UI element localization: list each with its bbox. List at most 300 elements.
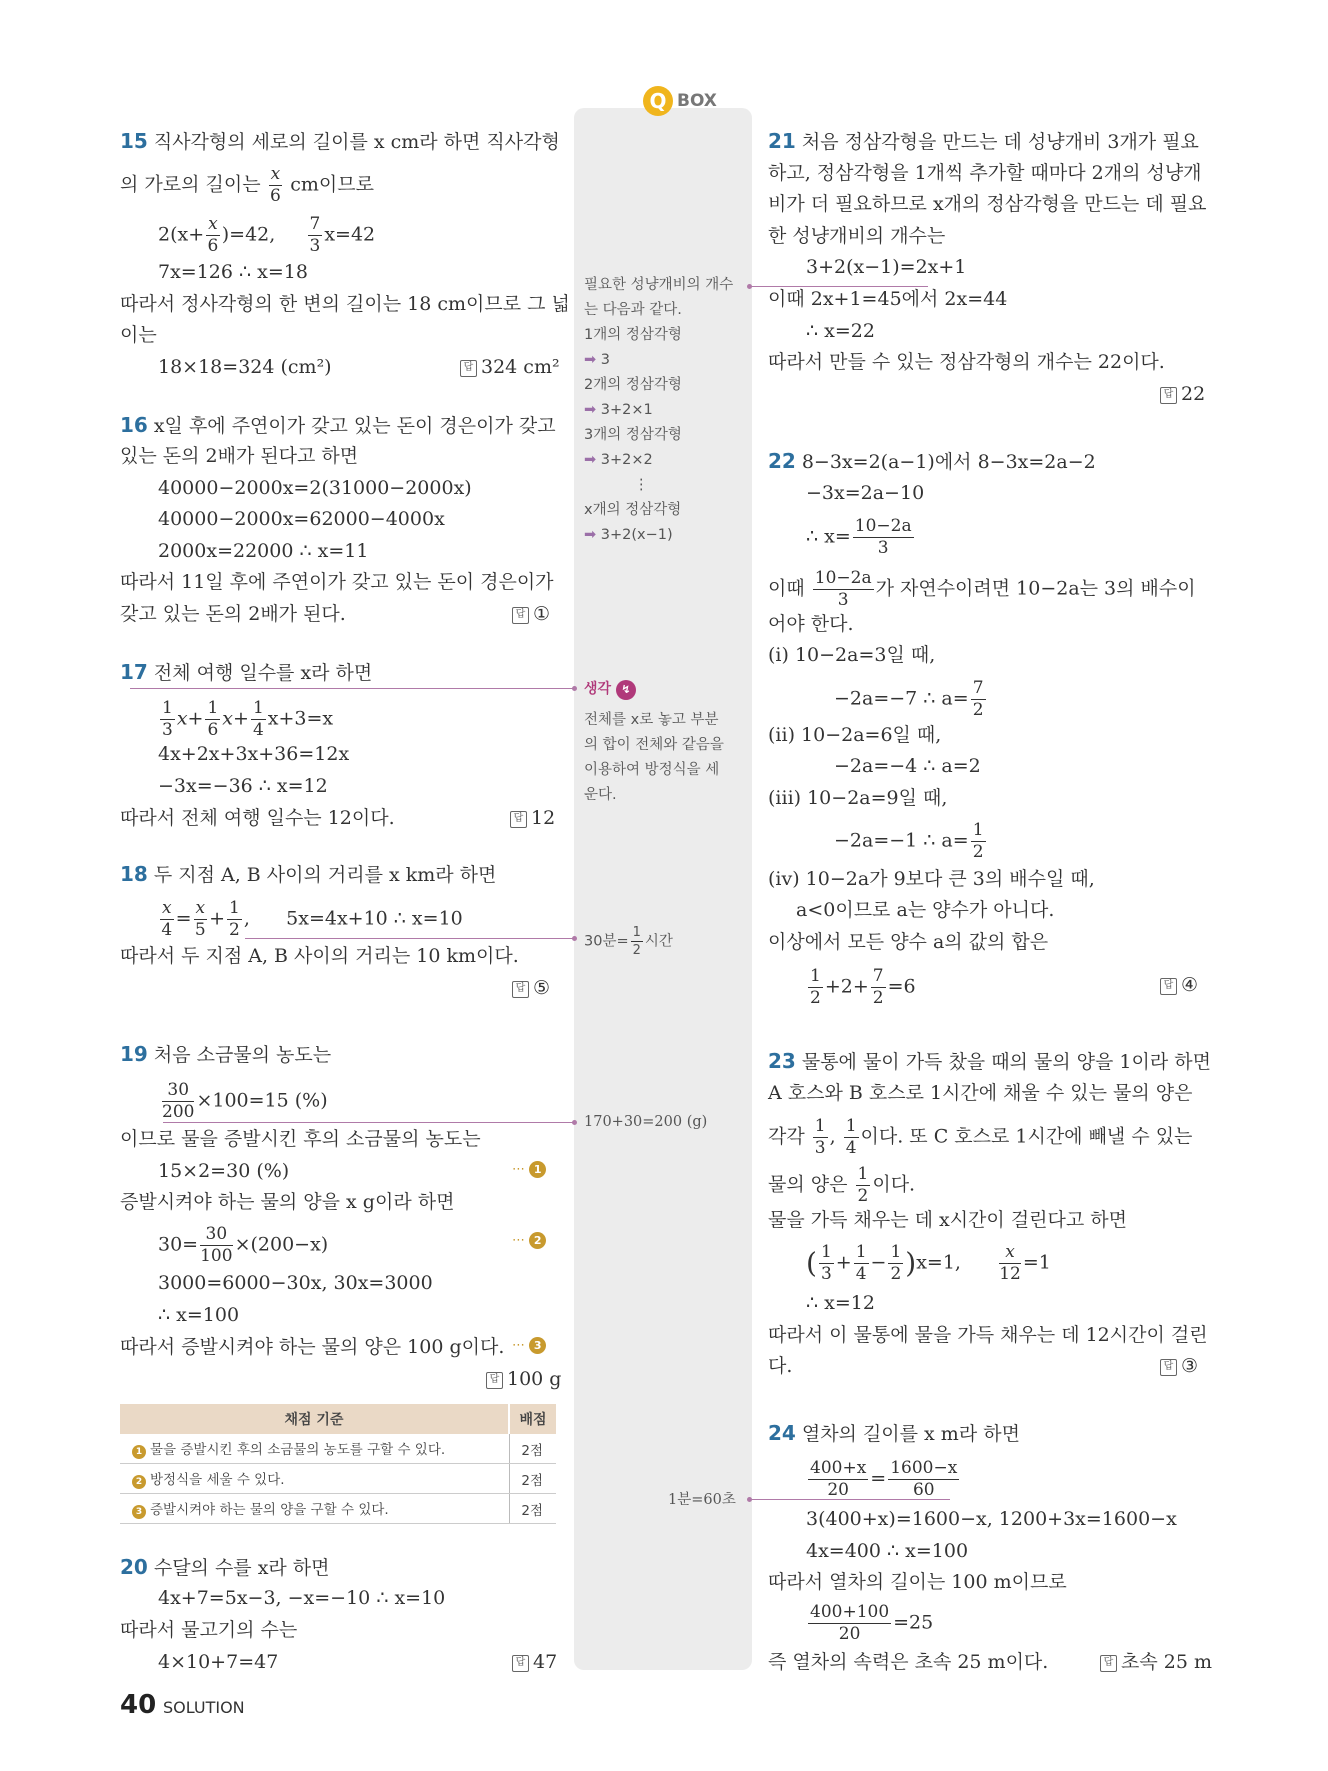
p21-line5: 따라서 만들 수 있는 정삼각형의 개수는 22이다. [768, 351, 1165, 373]
numerator: 1 [207, 698, 219, 718]
p19-answer [486, 1366, 561, 1392]
p19-eq4: 3000=6000−30x, 30x=3000 [158, 1272, 433, 1294]
lightbulb-icon: ↯ [616, 680, 636, 700]
p18-line2: 따라서 두 지점 A, B 사이의 거리는 10 km이다. [120, 945, 519, 967]
step-icon: 2 [132, 1475, 146, 1489]
numerator: 1 [252, 698, 264, 718]
text: 3+2×1 [600, 402, 653, 418]
p22-line3: 어야 한다. [768, 613, 854, 635]
fraction [631, 926, 643, 957]
numerator: 400+100 [810, 1602, 890, 1622]
note-text: 2개의 정삼각형 [584, 377, 682, 393]
denominator: 4 [855, 1264, 867, 1284]
denominator: 2 [229, 920, 240, 940]
fraction [808, 1604, 891, 1643]
text: −2a=−1 ∴ a= [834, 829, 969, 852]
p23-line2: A 호스와 B 호스로 1시간에 채울 수 있는 물의 양은 [768, 1082, 1193, 1104]
step-marker-1 [512, 1161, 546, 1178]
answer-icon: 답 [486, 1372, 503, 1389]
p21-eq2: 이때 2x+1=45에서 2x=44 [768, 288, 1008, 310]
text: cm이므로 [290, 173, 374, 196]
dots: ⋯ [512, 1233, 525, 1248]
p22-sum [806, 968, 916, 1007]
p17-eq1: $\frac{1}{3}$ x+ $\frac{1}{6}$ x+ $\frac{1}{4}$ x+3=x [162, 698, 334, 740]
denominator: 3 [162, 720, 173, 740]
text: 두 지점 A, B 사이의 거리를 x km라 하면 [153, 864, 497, 886]
denominator: 2 [810, 988, 821, 1008]
denominator: 2 [632, 943, 641, 958]
p21-answer [1160, 381, 1205, 407]
step-icon: 1 [132, 1445, 146, 1459]
numerator: 1 [845, 1116, 857, 1136]
text: 3+2×2 [600, 452, 653, 468]
text: 이다. [872, 1173, 916, 1196]
p23-answer [1160, 1353, 1198, 1379]
fraction [808, 968, 823, 1007]
denominator: 5 [194, 920, 206, 940]
p15-answer [460, 354, 560, 380]
denominator: 2 [890, 1264, 902, 1284]
numerator: 30 [200, 1226, 232, 1246]
p18-answer [512, 975, 550, 1001]
answer-icon: 답 [512, 1655, 529, 1672]
text: 8−3x=2(a−1)에서 8−3x=2a−2 [801, 451, 1096, 473]
table-row [120, 1464, 556, 1494]
text: −2a=−7 ∴ a= [834, 687, 969, 710]
text: 3 [600, 352, 610, 368]
text: 수달의 수를 x라 하면 [153, 1557, 330, 1579]
arrow-right-icon: ➡ [584, 352, 597, 368]
p18-line1 [120, 861, 496, 888]
step-marker-2 [512, 1232, 546, 1249]
note-18 [584, 926, 673, 957]
text: 시간 [644, 933, 673, 950]
text: 직사각형의 세로의 길이를 x cm라 하면 직사각형 [153, 131, 560, 153]
denominator: 3 [877, 538, 889, 558]
answer-value: ③ [1181, 1355, 1199, 1377]
fraction [888, 1244, 903, 1283]
note-21 [584, 273, 733, 548]
p15-line1 [120, 128, 560, 155]
box-label: BOX [677, 91, 717, 111]
p24-line2: 따라서 열차의 길이는 100 m이므로 [768, 1571, 1067, 1593]
step-icon: 3 [132, 1505, 146, 1519]
p22-case4: (iv) 10−2a가 9보다 큰 3의 배수일 때, [768, 868, 1095, 890]
fraction [854, 1244, 869, 1283]
p24-answer [1100, 1649, 1212, 1675]
p24-eq0: $\frac{400+x}{20}$ = $\frac{1600-x}{60}$ [810, 1458, 958, 1500]
denominator: 4 [252, 720, 264, 740]
numerator: 1 [890, 1242, 902, 1262]
numerator: 1 [162, 698, 173, 718]
p22-eq2 [806, 518, 916, 557]
p17-line1 [120, 659, 372, 686]
p16-eq2: 40000−2000x=62000−4000x [158, 508, 445, 530]
numerator: x [999, 1244, 1021, 1264]
p22-case3: (iii) 10−2a=9일 때, [768, 787, 948, 809]
p22-answer [1160, 972, 1198, 998]
fraction [308, 216, 323, 255]
fraction [194, 900, 208, 939]
p19-line1 [120, 1041, 331, 1068]
p22-line2 [768, 570, 1196, 609]
p24-eq2: 4x=400 ∴ x=100 [806, 1540, 969, 1562]
p16-line4: 갖고 있는 돈의 2배가 된다. [120, 603, 346, 625]
vertical-dots: ⋮ [634, 477, 649, 493]
fraction [871, 968, 886, 1007]
fraction [160, 900, 174, 939]
p16-line3: 따라서 11일 후에 주연이가 갖고 있는 돈이 경은이가 [120, 571, 554, 593]
text: 방정식을 세울 수 있다. [150, 1472, 285, 1488]
answer-icon: 답 [1160, 978, 1177, 995]
note-text: 이용하여 방정식을 세 [584, 762, 720, 778]
p24-eq1: 3(400+x)=1600−x, 1200+3x=1600−x [806, 1508, 1177, 1530]
fraction [971, 680, 986, 719]
numerator: 1 [632, 925, 641, 940]
problem-number: 18 [120, 862, 148, 886]
grading-criteria [120, 1464, 509, 1494]
numerator: x [270, 164, 281, 184]
denominator: 3 [837, 590, 849, 610]
connector-dot [572, 1120, 577, 1125]
numerator: 1 [972, 820, 984, 840]
p21-line2: 하고, 정삼각형을 1개씩 추가할 때마다 2개의 성냥개 [768, 162, 1202, 184]
p19-eq2: 15×2=30 (%) [158, 1160, 290, 1182]
connector-dot [572, 686, 577, 691]
p23-eq1: ( $\frac{1}{3}$ + $\frac{1}{4}$ − $\frac{1}{2}$ )x=1, $\frac{x}{12}$ =1 [806, 1242, 1051, 1284]
p17-eq2: 4x+2x+3x+36=12x [158, 743, 350, 765]
text: 증발시켜야 하는 물의 양을 구할 수 있다. [150, 1502, 389, 1518]
text: )=42, [221, 223, 276, 246]
p19-line4: 따라서 증발시켜야 하는 물의 양은 100 g이다. [120, 1336, 505, 1358]
numerator: 10−2a [854, 516, 912, 536]
p18-eq1: $\frac{x}{4}$ = $\frac{x}{5}$ + $\frac{1}{2}$ , 5x=4x+10 ∴ x=10 [161, 898, 463, 940]
p20-eq1: 4x+7=5x−3, −x=−10 ∴ x=10 [158, 1587, 446, 1609]
fraction [853, 518, 914, 557]
fraction [999, 1244, 1021, 1283]
p23-line1 [768, 1048, 1211, 1075]
step-number: 3 [529, 1337, 546, 1354]
p23-line6: 따라서 이 물통에 물을 가득 채우는 데 12시간이 걸린 [768, 1324, 1208, 1346]
p22-case4-eq: a<0이므로 a는 양수가 아니다. [796, 899, 1055, 921]
numerator: 1 [229, 898, 240, 918]
answer-value: ④ [1181, 974, 1199, 996]
arrow-right-icon: ➡ [584, 527, 597, 543]
note-17 [584, 708, 724, 808]
denominator: 2 [972, 700, 984, 720]
table-row [120, 1494, 556, 1524]
step-number: 1 [529, 1161, 546, 1178]
denominator: 2 [857, 1186, 869, 1206]
text: x=42 [324, 223, 376, 246]
p22-case2: (ii) 10−2a=6일 때, [768, 724, 942, 746]
step-number: 2 [529, 1232, 546, 1249]
answer-value: 324 cm² [481, 356, 560, 378]
numerator: 10−2a [814, 568, 872, 588]
answer-icon: 답 [512, 607, 529, 624]
text: 물의 양은 [768, 1173, 848, 1196]
text: 가 자연수이려면 10−2a는 3의 배수이 [875, 577, 1196, 600]
p24-line3: 즉 열차의 속력은 초속 25 m이다. [768, 1651, 1049, 1673]
answer-icon: 답 [460, 360, 477, 377]
answer-icon: 답 [1160, 387, 1177, 404]
note-text: x개의 정삼각형 [584, 502, 682, 518]
text: 열차의 길이를 x m라 하면 [801, 1423, 1020, 1445]
p20-line2: 따라서 물고기의 수는 [120, 1619, 298, 1641]
numerator: x [208, 214, 218, 234]
p16-eq3: 2000x=22000 ∴ x=11 [158, 540, 369, 562]
p21-line4: 한 성냥개비의 개수는 [768, 225, 946, 247]
problem-number: 23 [768, 1049, 796, 1073]
grading-criteria-header: 채점 기준 [120, 1404, 509, 1434]
fraction [251, 700, 266, 739]
p23-eq2: ∴ x=12 [806, 1292, 875, 1314]
text: x=1, [916, 1251, 961, 1274]
fraction [813, 570, 874, 609]
text: 3+2(x−1) [600, 527, 673, 543]
p24-line1 [768, 1420, 1020, 1447]
denominator: 20 [838, 1624, 861, 1644]
p22-case1-eq [834, 680, 988, 719]
fraction [206, 216, 220, 255]
grading-table [120, 1404, 556, 1524]
p20-line1 [120, 1554, 330, 1581]
footer-label: SOLUTION [163, 1698, 245, 1717]
text: x+3=x [267, 707, 334, 730]
answer-icon: 답 [1160, 1359, 1177, 1376]
fraction [808, 1460, 868, 1499]
denominator: 2 [972, 842, 984, 862]
arrow-right-icon: ➡ [584, 452, 597, 468]
text: 의 가로의 길이는 [120, 173, 261, 196]
problem-number: 24 [768, 1421, 796, 1445]
fraction [844, 1118, 859, 1157]
numerator: 400+x [810, 1458, 867, 1478]
fraction [269, 166, 283, 205]
text: 이다. 또 C 호스로 1시간에 빼낼 수 있는 [860, 1125, 1193, 1148]
think-label [584, 678, 636, 700]
p23-line3: 각각 $\frac{1}{3}$ , $\frac{1}{4}$ 이다. 또 C 호스로 1시간에 빼낼 수 있는 [768, 1116, 1193, 1158]
p16-answer [512, 601, 550, 627]
p15-eq2: 7x=126 ∴ x=18 [158, 261, 308, 283]
p15-eq3: 18×18=324 (cm²) [158, 356, 332, 378]
problem-number: 15 [120, 129, 148, 153]
step-marker-3 [512, 1337, 546, 1354]
note-text: 필요한 성냥개비의 개수 [584, 277, 734, 293]
p22-case2-eq: −2a=−4 ∴ a=2 [834, 755, 981, 777]
denominator: 100 [200, 1246, 233, 1266]
dots: ⋯ [512, 1338, 525, 1353]
note-text: 1개의 정삼각형 [584, 327, 682, 343]
p22-case3-eq [834, 822, 988, 861]
p22-case1: (i) 10−2a=3일 때, [768, 644, 936, 666]
text: =25 [893, 1611, 934, 1634]
numerator: 1 [820, 1242, 832, 1262]
problem-number: 17 [120, 660, 148, 684]
text: =1 [1022, 1251, 1051, 1274]
problem-number: 20 [120, 1555, 148, 1579]
note-text: 3개의 정삼각형 [584, 427, 682, 443]
fraction [971, 822, 986, 861]
text: ∴ x= [806, 525, 851, 548]
answer-icon: 답 [512, 981, 529, 998]
text: ×100=15 (%) [196, 1089, 328, 1112]
p16-eq1: 40000−2000x=2(31000−2000x) [158, 477, 472, 499]
answer-value: ① [533, 603, 551, 625]
fraction [227, 900, 242, 939]
text: 각각 [768, 1125, 805, 1148]
denominator: 60 [912, 1480, 935, 1500]
grading-criteria [120, 1434, 509, 1464]
answer-value: 22 [1181, 383, 1206, 405]
note-text: 의 합이 전체와 같음을 [584, 737, 724, 753]
fraction [205, 700, 220, 739]
denominator: 3 [820, 1264, 832, 1284]
numerator: 7 [872, 966, 884, 986]
text: 생각 [584, 681, 612, 697]
text: 이때 [768, 577, 805, 600]
page-number: 40 [120, 1690, 157, 1720]
arrow-right-icon: ➡ [584, 402, 597, 418]
table-row [120, 1434, 556, 1464]
note-text: 전체를 x로 놓고 부분 [584, 712, 719, 728]
connector-19 [163, 1122, 575, 1123]
note-text [584, 348, 733, 373]
connector-18 [245, 938, 575, 939]
p22-line1 [768, 448, 1096, 475]
denominator: 3 [309, 236, 321, 256]
p21-line3: 비가 더 필요하므로 x개의 정삼각형을 만드는 데 필요 [768, 193, 1207, 215]
note-19: 170+30=200 (g) [584, 1114, 708, 1130]
text: ×(200−x) [234, 1233, 329, 1256]
p23-line5: 물을 가득 채우는 데 x시간이 걸린다고 하면 [768, 1209, 1127, 1231]
p21-eq1: 3+2(x−1)=2x+1 [806, 256, 967, 278]
denominator: 4 [161, 920, 173, 940]
p15-line4: 이는 [120, 324, 157, 346]
numerator: 1600−x [890, 1458, 958, 1478]
fraction [162, 1082, 194, 1121]
fraction [160, 700, 175, 739]
denominator: 2 [872, 988, 884, 1008]
problem-number: 19 [120, 1042, 148, 1066]
note-text: 는 다음과 같다. [584, 302, 682, 318]
fraction [813, 1118, 828, 1157]
p19-eq5: ∴ x=100 [158, 1304, 240, 1326]
p17-answer [510, 805, 555, 831]
denominator: 6 [207, 720, 219, 740]
problem-number: 21 [768, 129, 796, 153]
denominator: 6 [269, 186, 281, 206]
p22-line4: 이상에서 모든 양수 a의 값의 합은 [768, 931, 1049, 953]
p19-eq1 [160, 1082, 328, 1121]
text: 처음 정삼각형을 만드는 데 성냥개비 3개가 필요 [801, 131, 1199, 153]
denominator: 12 [999, 1264, 1021, 1284]
p19-line3: 증발시켜야 하는 물의 양을 x g이라 하면 [120, 1191, 455, 1213]
p24-eq3 [806, 1604, 933, 1643]
denominator: 20 [827, 1480, 849, 1500]
dots: ⋯ [512, 1162, 525, 1177]
fraction [888, 1460, 959, 1499]
text: 물통에 물이 가득 찼을 때의 물의 양을 1이라 하면 [801, 1051, 1211, 1073]
connector-17 [130, 688, 575, 689]
text: =6 [887, 975, 916, 998]
p19-line2: 이므로 물을 증발시킨 후의 소금물의 농도는 [120, 1128, 481, 1150]
grading-criteria [120, 1494, 509, 1524]
text: 물을 증발시킨 후의 소금물의 농도를 구할 수 있다. [150, 1442, 446, 1458]
p16-line1 [120, 412, 556, 439]
grading-header-row [120, 1404, 556, 1434]
numerator: x [162, 898, 172, 918]
numerator: x [195, 898, 206, 918]
p21-line1 [768, 128, 1199, 155]
numerator: 1 [814, 1116, 826, 1136]
answer-icon: 답 [510, 811, 527, 828]
text: 처음 소금물의 농도는 [153, 1044, 332, 1066]
p15-line2 [120, 166, 374, 205]
text: 전체 여행 일수를 x라 하면 [153, 662, 373, 684]
p23-line7: 다. [768, 1355, 793, 1377]
text: x일 후에 주연이가 갖고 있는 돈이 경은이가 갖고 [153, 415, 556, 437]
numerator: 1 [855, 1242, 867, 1262]
p15-line3: 따라서 정사각형의 한 변의 길이는 18 cm이므로 그 넓 [120, 293, 570, 315]
answer-value: 100 g [507, 1368, 562, 1390]
p21-eq3: ∴ x=22 [806, 320, 875, 342]
grading-points: 2점 [509, 1464, 556, 1494]
problem-number: 16 [120, 413, 148, 437]
note-text [584, 523, 733, 548]
box-header [643, 86, 717, 116]
p16-line2: 있는 돈의 2배가 된다고 하면 [120, 445, 359, 467]
note-24: 1분=60초 [668, 1492, 736, 1508]
note-text [584, 398, 733, 423]
text: 2(x+ [158, 223, 205, 246]
p23-line4 [768, 1166, 915, 1205]
text: 30= [158, 1233, 199, 1256]
answer-value: 47 [533, 1651, 558, 1673]
p15-eq1 [158, 216, 375, 255]
p20-answer [512, 1649, 557, 1675]
note-text [584, 448, 733, 473]
fraction [200, 1226, 232, 1265]
numerator: 30 [162, 1082, 194, 1102]
answer-value: 초속 25 m [1121, 1651, 1212, 1673]
grading-points: 2점 [509, 1494, 556, 1524]
problem-number: 22 [768, 449, 796, 473]
answer-value: ⑤ [533, 977, 551, 999]
p20-eq2: 4×10+7=47 [158, 1651, 279, 1673]
answer-value: 12 [531, 807, 556, 829]
fraction [819, 1244, 834, 1283]
denominator: 3 [814, 1138, 826, 1158]
numerator: 7 [309, 214, 321, 234]
text: 30분= [584, 933, 629, 950]
denominator: 4 [845, 1138, 857, 1158]
text: +2+ [824, 975, 869, 998]
grading-points-header: 배점 [509, 1404, 556, 1434]
p22-eq1: −3x=2a−10 [806, 482, 925, 504]
p17-eq3: −3x=−36 ∴ x=12 [158, 775, 328, 797]
denominator: 200 [162, 1102, 195, 1122]
numerator: 1 [857, 1164, 869, 1184]
p19-eq3 [158, 1226, 328, 1265]
note-text: 운다. [584, 787, 617, 803]
denominator: 6 [207, 236, 219, 256]
q-icon: Q [643, 86, 673, 116]
grading-points: 2점 [509, 1434, 556, 1464]
connector-dot [572, 936, 577, 941]
numerator: 7 [972, 678, 984, 698]
answer-icon: 답 [1100, 1655, 1117, 1672]
